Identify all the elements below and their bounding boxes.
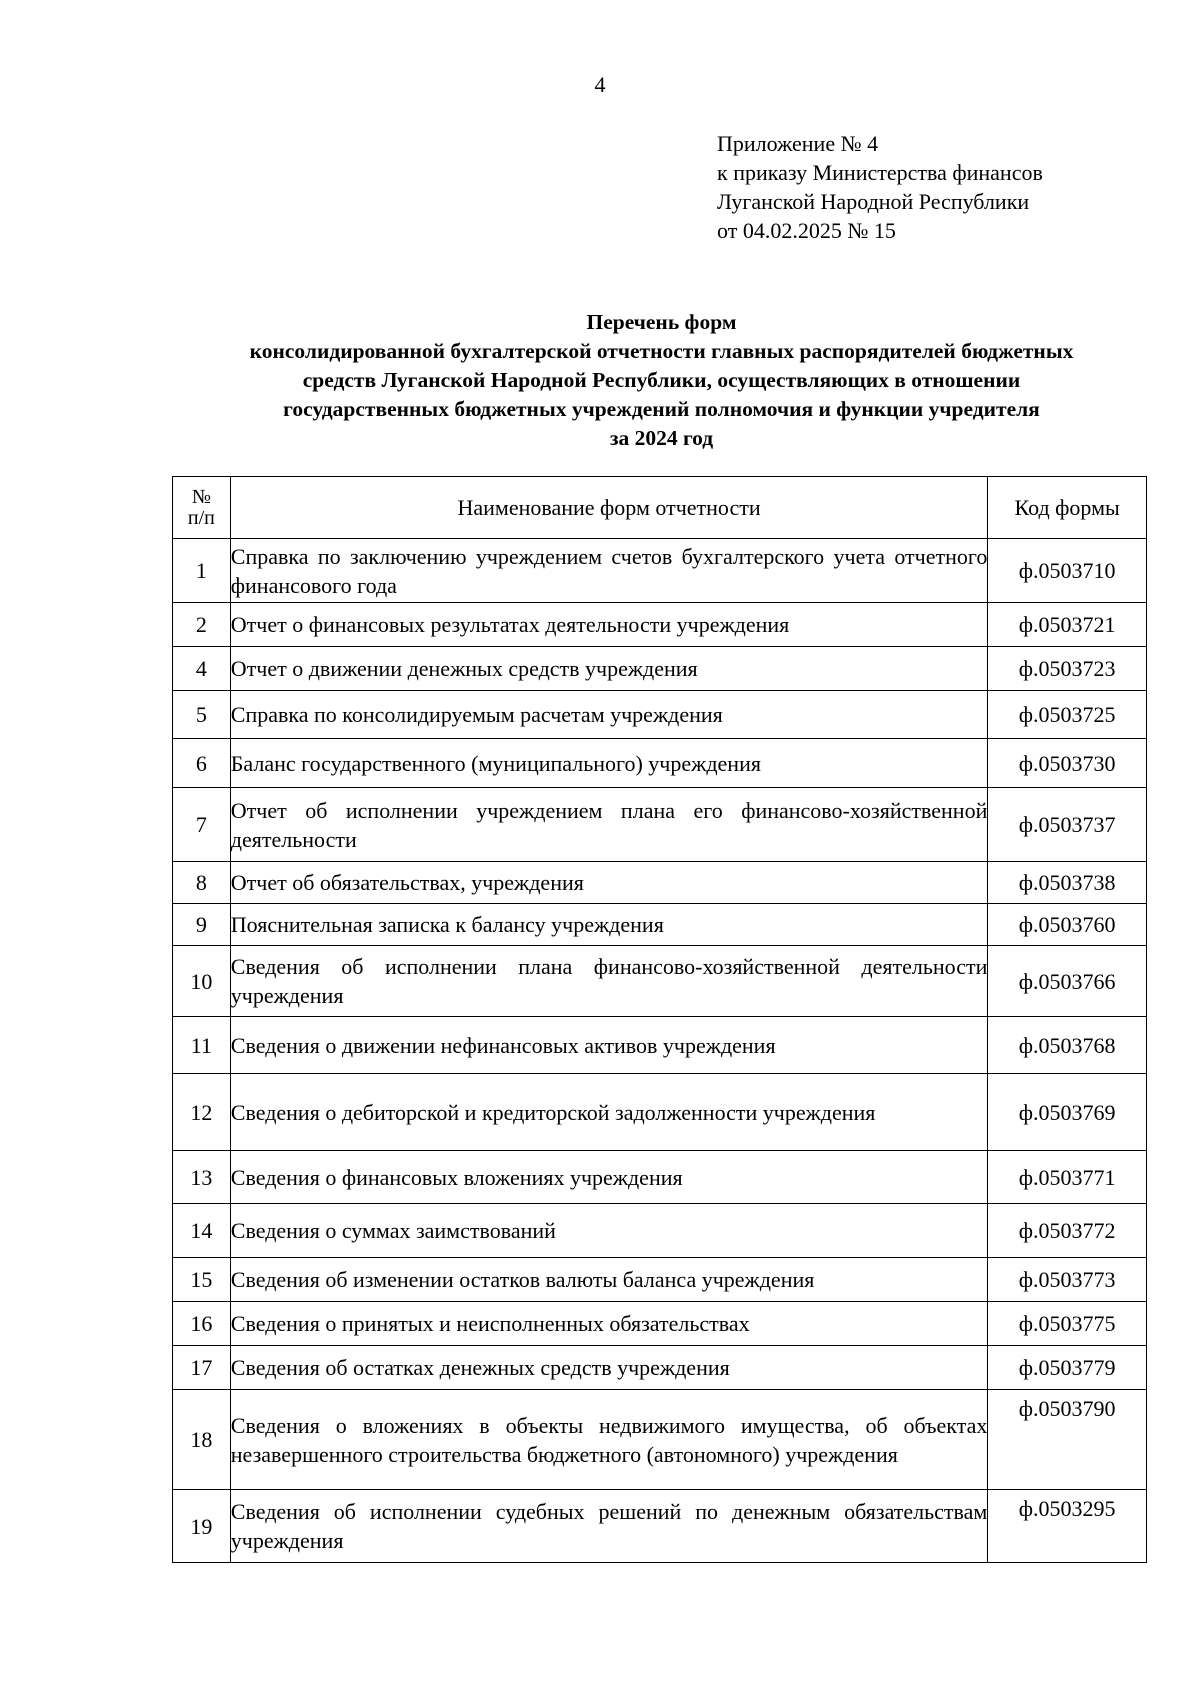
row-number: 12 — [173, 1074, 231, 1151]
form-name: Сведения о вложениях в объекты недвижимого имущества, об объектах незавершенного строительства бюджетного (автономного) учреждения — [230, 1390, 988, 1490]
form-code: ф.0503772 — [988, 1204, 1147, 1258]
header-name: Наименование форм отчетности — [230, 477, 988, 539]
table-row — [173, 788, 1147, 862]
table-row — [173, 539, 1147, 603]
table-row — [173, 1204, 1147, 1258]
row-number: 10 — [173, 946, 231, 1017]
table-row — [173, 1258, 1147, 1302]
forms-table-body — [173, 539, 1147, 1563]
row-number: 8 — [173, 862, 231, 904]
page-number: 4 — [594, 72, 606, 97]
row-number: 15 — [173, 1258, 231, 1302]
row-number: 18 — [173, 1390, 231, 1490]
appendix-line: Приложение № 4 — [717, 131, 879, 156]
form-name: Отчет о финансовых результатах деятельности учреждения — [230, 603, 988, 647]
form-name: Сведения об исполнении плана финансово-хозяйственной деятельности учреждения — [230, 946, 988, 1017]
row-number: 17 — [173, 1346, 231, 1390]
table-row — [173, 1390, 1147, 1490]
header-number — [173, 477, 231, 539]
form-code: ф.0503768 — [988, 1017, 1147, 1074]
forms-table — [172, 476, 1147, 1563]
table-row — [173, 1151, 1147, 1204]
appendix-line: Луганской Народной Республики — [717, 189, 1030, 214]
form-code: ф.0503725 — [988, 691, 1147, 739]
form-code: ф.0503730 — [988, 739, 1147, 788]
form-name: Отчет об обязательствах, учреждения — [230, 862, 988, 904]
table-row — [173, 1017, 1147, 1074]
table-row — [173, 946, 1147, 1017]
form-name: Сведения о принятых и неисполненных обязательствах — [230, 1302, 988, 1346]
header-code: Код формы — [988, 477, 1147, 539]
table-row — [173, 691, 1147, 739]
title-line: консолидированной бухгалтерской отчетности главных распорядителей бюджетных — [249, 339, 1074, 363]
row-number: 5 — [173, 691, 231, 739]
title-line: Перечень форм — [586, 310, 737, 334]
form-code: ф.0503766 — [988, 946, 1147, 1017]
table-row — [173, 647, 1147, 691]
table-row — [173, 739, 1147, 788]
form-name: Отчет об исполнении учреждением плана его финансово-хозяйственной деятельности — [230, 788, 988, 862]
form-name: Сведения об исполнении судебных решений по денежным обязательствам учреждения — [230, 1490, 988, 1563]
row-number: 4 — [173, 647, 231, 691]
form-name: Пояснительная записка к балансу учреждения — [230, 904, 988, 946]
form-code: ф.0503737 — [988, 788, 1147, 862]
form-name: Отчет о движении денежных средств учреждения — [230, 647, 988, 691]
table-row — [173, 862, 1147, 904]
form-name: Сведения о финансовых вложениях учреждения — [230, 1151, 988, 1204]
table-row — [173, 1346, 1147, 1390]
title-line: за 2024 год — [609, 426, 714, 450]
form-name: Сведения об остатках денежных средств учреждения — [230, 1346, 988, 1390]
header-number-sign: № — [191, 485, 211, 508]
header-number-abbr: п/п — [187, 506, 215, 529]
row-number: 9 — [173, 904, 231, 946]
form-name: Сведения о дебиторской и кредиторской задолженности учреждения — [230, 1074, 988, 1151]
form-code: ф.0503775 — [988, 1302, 1147, 1346]
row-number: 13 — [173, 1151, 231, 1204]
form-name: Сведения о движении нефинансовых активов учреждения — [230, 1017, 988, 1074]
table-row — [173, 1490, 1147, 1563]
form-code: ф.0503710 — [988, 539, 1147, 603]
form-code: ф.0503790 — [988, 1390, 1147, 1490]
form-code: ф.0503779 — [988, 1346, 1147, 1390]
title-line: государственных бюджетных учреждений полномочия и функции учредителя — [283, 397, 1040, 421]
form-name: Справка по заключению учреждением счетов бухгалтерского учета отчетного финансового года — [230, 539, 988, 603]
table-row — [173, 904, 1147, 946]
form-code: ф.0503773 — [988, 1258, 1147, 1302]
appendix-line: к приказу Министерства финансов — [717, 160, 1043, 185]
form-code: ф.0503769 — [988, 1074, 1147, 1151]
form-code: ф.0503771 — [988, 1151, 1147, 1204]
row-number: 14 — [173, 1204, 231, 1258]
appendix-block — [717, 129, 1043, 245]
form-name: Сведения о суммах заимствований — [230, 1204, 988, 1258]
row-number: 6 — [173, 739, 231, 788]
document-title — [160, 308, 1163, 453]
row-number: 2 — [173, 603, 231, 647]
appendix-line: от 04.02.2025 № 15 — [717, 218, 896, 243]
form-code: ф.0503721 — [988, 603, 1147, 647]
row-number: 11 — [173, 1017, 231, 1074]
row-number: 16 — [173, 1302, 231, 1346]
form-name: Сведения об изменении остатков валюты баланса учреждения — [230, 1258, 988, 1302]
table-row — [173, 1074, 1147, 1151]
form-code: ф.0503295 — [988, 1490, 1147, 1563]
form-code: ф.0503760 — [988, 904, 1147, 946]
form-name: Справка по консолидируемым расчетам учреждения — [230, 691, 988, 739]
row-number: 19 — [173, 1490, 231, 1563]
form-code: ф.0503723 — [988, 647, 1147, 691]
table-row — [173, 1302, 1147, 1346]
table-header-row — [173, 477, 1147, 539]
title-line: средств Луганской Народной Республики, осуществляющих в отношении — [302, 368, 1021, 392]
table-row — [173, 603, 1147, 647]
form-name: Баланс государственного (муниципального) учреждения — [230, 739, 988, 788]
form-code: ф.0503738 — [988, 862, 1147, 904]
row-number: 1 — [173, 539, 231, 603]
row-number: 7 — [173, 788, 231, 862]
